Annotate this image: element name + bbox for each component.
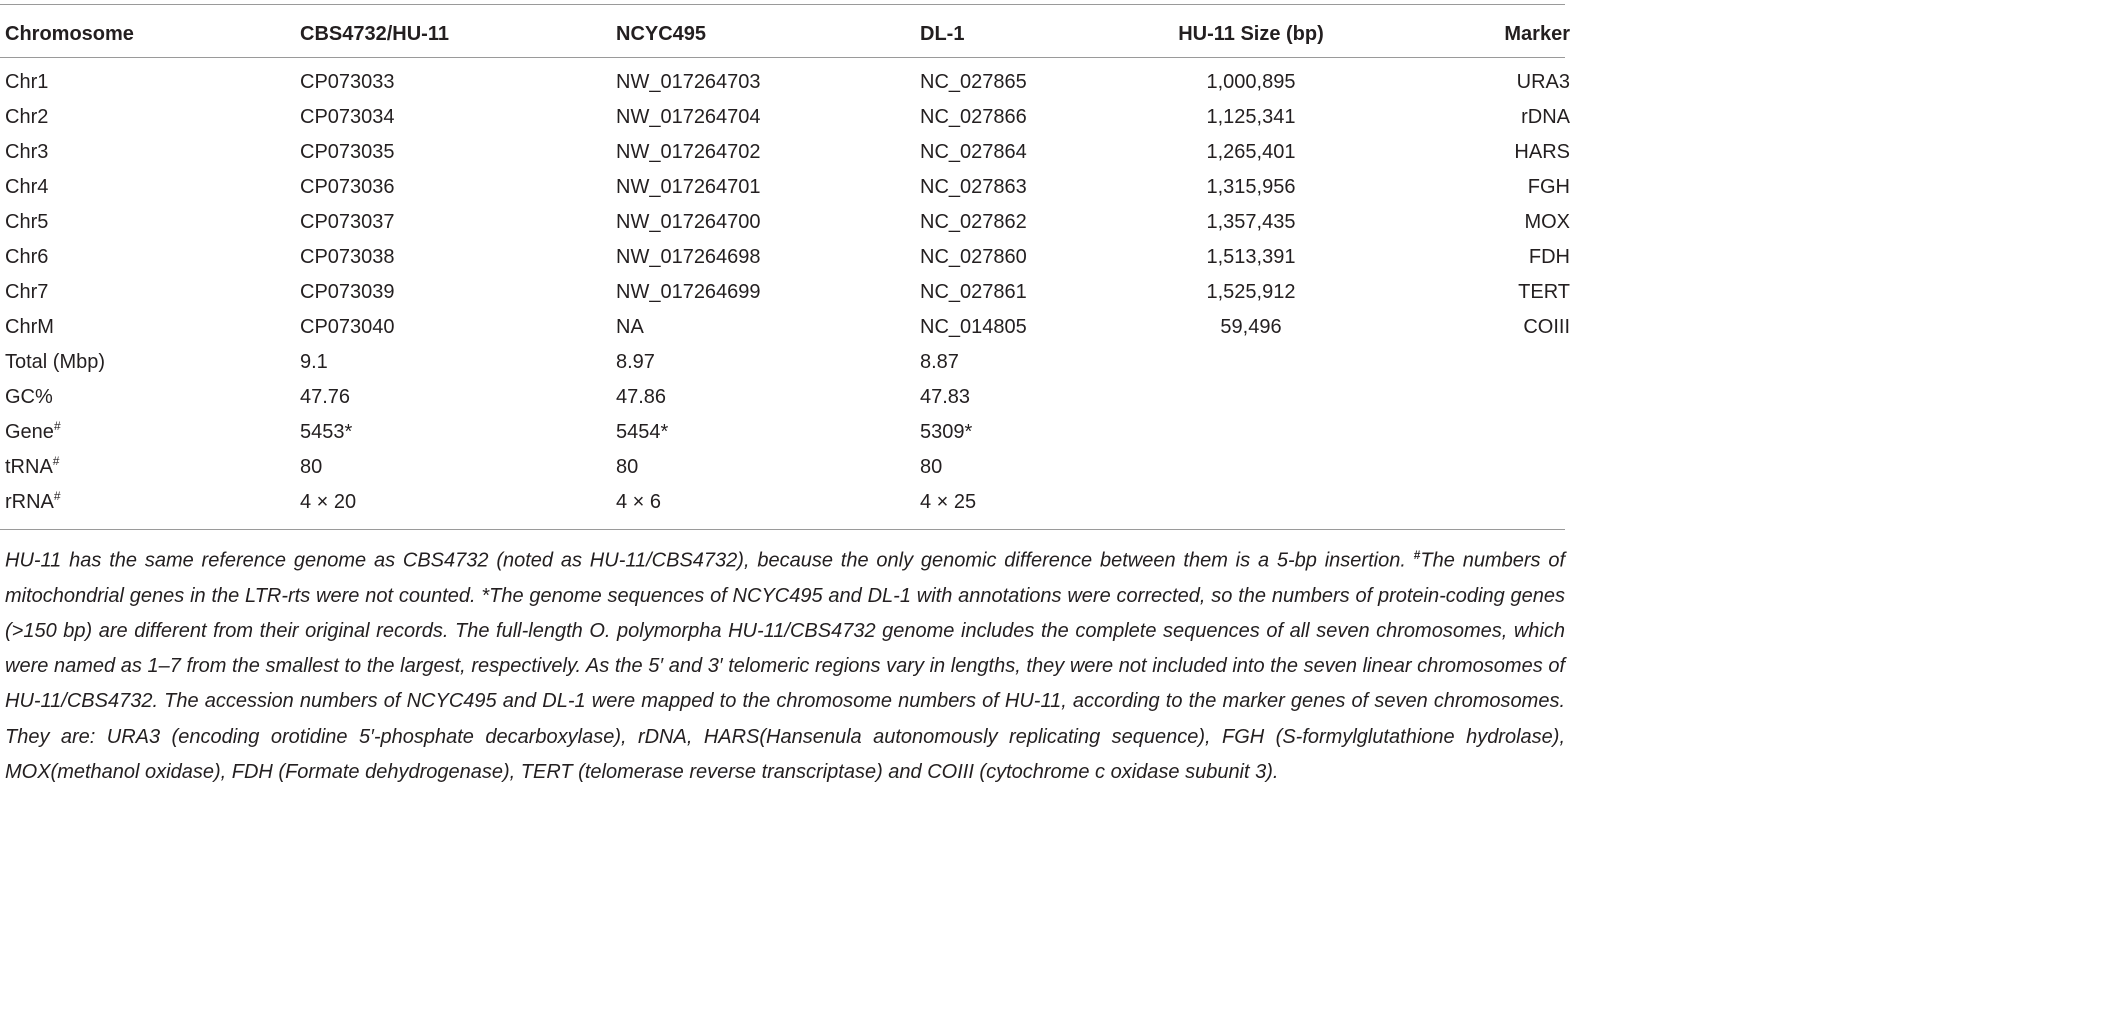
cell-ncyc495: NW_017264702 xyxy=(616,141,761,163)
table-bottom-rule xyxy=(0,529,1565,530)
table-row xyxy=(0,415,1570,450)
cell-cbs4732: 5453* xyxy=(300,421,353,443)
table-row xyxy=(0,345,1570,380)
cell-chromosome: Chr2 xyxy=(5,106,49,128)
table-row xyxy=(0,450,1570,485)
header-cbs4732: CBS4732/HU-11 xyxy=(300,23,449,45)
cell-chromosome: Chr3 xyxy=(5,141,49,163)
header-size: HU-11 Size (bp) xyxy=(1178,23,1324,45)
cell-dl1: 8.87 xyxy=(920,351,959,373)
cell-cbs4732: CP073039 xyxy=(300,281,395,303)
cell-chromosome: Chr1 xyxy=(5,71,49,93)
cell-chromosome xyxy=(0,450,300,485)
cell-marker: FDH xyxy=(1528,246,1570,268)
cell-size: 1,000,895 xyxy=(1206,71,1296,93)
cell-dl1: NC_027861 xyxy=(920,281,1027,303)
table-row xyxy=(0,310,1570,345)
cell-marker xyxy=(1357,415,1570,450)
cell-size: 1,265,401 xyxy=(1206,141,1296,163)
table-row xyxy=(0,135,1570,170)
cell-chromosome: Chr4 xyxy=(5,176,49,198)
cell-cbs4732: CP073034 xyxy=(300,106,395,128)
cell-cbs4732: 9.1 xyxy=(300,351,328,373)
cell-ncyc495: NW_017264700 xyxy=(616,211,761,233)
table-row xyxy=(0,205,1570,240)
cell-size: 1,357,435 xyxy=(1206,211,1296,233)
cell-dl1: 47.83 xyxy=(920,386,971,408)
table-row xyxy=(0,380,1570,415)
cell-marker: rDNA xyxy=(1521,106,1570,128)
table-header-row xyxy=(0,12,1570,57)
cell-ncyc495: 47.86 xyxy=(616,386,667,408)
cell-dl1: NC_027864 xyxy=(920,141,1027,163)
cell-marker: MOX xyxy=(1524,211,1570,233)
cell-ncyc495: 4 × 6 xyxy=(616,491,662,513)
table-row xyxy=(0,170,1570,205)
cell-size: 1,315,956 xyxy=(1206,176,1296,198)
cell-marker xyxy=(1357,380,1570,415)
genome-table xyxy=(0,12,1570,520)
cell-marker xyxy=(1357,450,1570,485)
cell-marker: FGH xyxy=(1527,176,1570,198)
cell-marker: COIII xyxy=(1523,316,1570,338)
cell-ncyc495: NW_017264699 xyxy=(616,281,761,303)
cell-size: 1,525,912 xyxy=(1206,281,1296,303)
cell-chromosome: Total (Mbp) xyxy=(5,351,106,373)
cell-chromosome: Chr6 xyxy=(5,246,49,268)
cell-ncyc495: 8.97 xyxy=(616,351,655,373)
cell-size xyxy=(1145,380,1357,415)
table-top-rule xyxy=(0,4,1565,5)
cell-chromosome-label: rRNA xyxy=(5,491,54,513)
cell-ncyc495: NA xyxy=(616,316,644,338)
cell-size: 1,513,391 xyxy=(1206,246,1296,268)
table-row xyxy=(0,100,1570,135)
table-body xyxy=(0,57,1570,520)
header-chromosome: Chromosome xyxy=(5,23,134,45)
cell-dl1: NC_014805 xyxy=(920,316,1027,338)
cell-cbs4732: CP073038 xyxy=(300,246,395,268)
cell-size xyxy=(1145,345,1357,380)
header-marker: Marker xyxy=(1504,23,1570,45)
cell-dl1: NC_027865 xyxy=(920,71,1027,93)
cell-ncyc495: 5454* xyxy=(616,421,669,443)
footnote-hash-marker: # xyxy=(52,454,60,468)
table-row xyxy=(0,485,1570,520)
cell-ncyc495: NW_017264701 xyxy=(616,176,761,198)
cell-chromosome xyxy=(0,415,300,450)
cell-cbs4732: CP073037 xyxy=(300,211,395,233)
cell-dl1: 80 xyxy=(920,456,943,478)
cell-chromosome-label: Gene xyxy=(5,421,54,443)
cell-size xyxy=(1145,415,1357,450)
cell-dl1: NC_027866 xyxy=(920,106,1027,128)
cell-size xyxy=(1145,450,1357,485)
cell-dl1: NC_027860 xyxy=(920,246,1027,268)
footnote-text-part2: The numbers of mitochondrial genes in the LTR-rts were not counted. *The genome sequences of NCYC495 and DL-1 with annotations were corrected, so the numbers of protein-coding genes (>150 bp) are different from their original records. The full-length O. polymorpha HU-11/CBS4732 genome includes the complete sequences of all seven chromosomes, which were named as 1–7 from the smallest to the largest, respectively. As the 5′ and 3′ telomeric regions vary in lengths, they were not included into the seven linear chromosomes of HU-11/CBS4732. The accession numbers of NCYC495 and DL-1 were mapped to the chromosome numbers of HU-11, according to the marker genes of seven chromosomes. They are: URA3 (encoding orotidine 5′-phosphate decarboxylase), rDNA, HARS(Hansenula autonomously replicating sequence), FGH (S-formylglutathione hydrolase), MOX(methanol oxidase), FDH (Formate dehydrogenase), TERT (telomerase reverse transcriptase) and COIII (cytochrome c oxidase subunit 3). xyxy=(5,549,1566,783)
cell-ncyc495: NW_017264698 xyxy=(616,246,761,268)
cell-cbs4732: 4 × 20 xyxy=(300,491,357,513)
cell-ncyc495: NW_017264703 xyxy=(616,71,761,93)
table-row xyxy=(0,240,1570,275)
cell-dl1: 4 × 25 xyxy=(920,491,977,513)
cell-chromosome xyxy=(0,485,300,520)
cell-ncyc495: 80 xyxy=(616,456,639,478)
cell-cbs4732: CP073035 xyxy=(300,141,395,163)
footnote-hash-symbol: # xyxy=(1413,548,1421,562)
cell-chromosome: Chr5 xyxy=(5,211,49,233)
header-dl1: DL-1 xyxy=(920,23,965,45)
cell-marker xyxy=(1357,345,1570,380)
table-row xyxy=(0,275,1570,310)
footnote-hash-marker: # xyxy=(53,489,61,503)
cell-size xyxy=(1145,485,1357,520)
cell-cbs4732: 47.76 xyxy=(300,386,351,408)
cell-marker xyxy=(1357,485,1570,520)
cell-cbs4732: CP073033 xyxy=(300,71,395,93)
table-row xyxy=(0,57,1570,100)
cell-chromosome: ChrM xyxy=(5,316,54,338)
cell-chromosome-label: tRNA xyxy=(5,456,53,478)
cell-cbs4732: CP073040 xyxy=(300,316,395,338)
cell-dl1: NC_027863 xyxy=(920,176,1027,198)
footnote-hash-marker: # xyxy=(53,419,61,433)
cell-dl1: NC_027862 xyxy=(920,211,1027,233)
cell-marker: URA3 xyxy=(1516,71,1570,93)
cell-marker: TERT xyxy=(1518,281,1570,303)
header-ncyc495: NCYC495 xyxy=(616,23,707,45)
footnote-text-part1: HU-11 has the same reference genome as CBS4732 (noted as HU-11/CBS4732), because the only genomic difference between them is a 5-bp insertion. xyxy=(5,549,1414,572)
cell-size: 59,496 xyxy=(1220,316,1282,338)
table-footnote xyxy=(5,538,1565,790)
cell-ncyc495: NW_017264704 xyxy=(616,106,761,128)
cell-size: 1,125,341 xyxy=(1206,106,1296,128)
cell-chromosome: GC% xyxy=(5,386,53,408)
cell-chromosome: Chr7 xyxy=(5,281,49,303)
cell-marker: HARS xyxy=(1514,141,1570,163)
cell-cbs4732: 80 xyxy=(300,456,323,478)
cell-cbs4732: CP073036 xyxy=(300,176,395,198)
cell-dl1: 5309* xyxy=(920,421,973,443)
